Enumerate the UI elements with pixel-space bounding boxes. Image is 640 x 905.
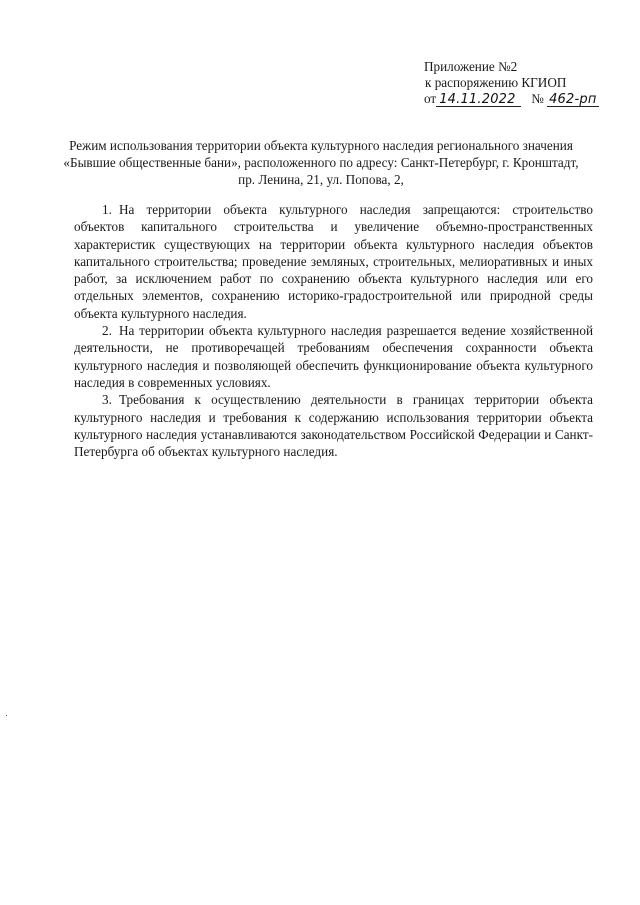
annex-order-line: к распоряжению КГИОП [425,75,567,90]
paragraph-3 [74,391,593,460]
annex-number-label: № [531,91,544,106]
heading-line-3: пр. Ленина, 21, ул. Попова, 2, [238,172,404,187]
paragraph-number: 3. [102,392,112,408]
annex-block [424,59,599,107]
annex-date-line [424,91,599,107]
handwritten-date: 14.11.2022 [436,94,521,107]
paragraph-number: 1. [102,202,112,217]
annex-title: Приложение №2 [424,59,518,74]
heading-line-2: «Бывшие общественные бани», расположенного по адресу: Санкт-Петербург, г. Кронштадт, [63,155,579,170]
paragraph-text: На территории объекта культурного наследия запрещаются: строительство объектов капитального строительства и увеличение объемно-пространственных характеристик существующих на территории объекта культурного наследия объектов капитального строительства; проведение земляных, строительных, мелиоративных и иных работ, за исключением работ по сохранению объекта культурного наследия или его отдельных элементов, сохранению историко-градостроительной или природной среды объекта культурного наследия. [74,202,593,321]
handwritten-number: 462-рп [549,92,597,107]
heading-line-1: Режим использования территории объекта культурного наследия регионального значения [69,138,573,153]
paragraph-1 [74,201,593,322]
paragraph-2 [74,322,593,391]
document-heading [48,137,594,188]
paragraph-text: На территории объекта культурного наследия разрешается ведение хозяйственной деятельности, не противоречащей требованиям обеспечения сохранности объекта культурного наследия и позволяющей обеспечить функционирование объекта культурного наследия в современных условиях. [74,323,593,390]
document-body [74,201,593,460]
scan-speck [6,715,7,716]
paragraph-number: 2. [102,323,112,339]
annex-date-prefix: от [424,91,437,106]
paragraph-text: Требования к осуществлению деятельности в границах территории объекта культурного наследия и требования к содержанию использования территории объекта культурного наследия устанавливаются законодательством Российской Федерации и Санкт-Петербурга об объектах культурного наследия. [74,392,593,460]
